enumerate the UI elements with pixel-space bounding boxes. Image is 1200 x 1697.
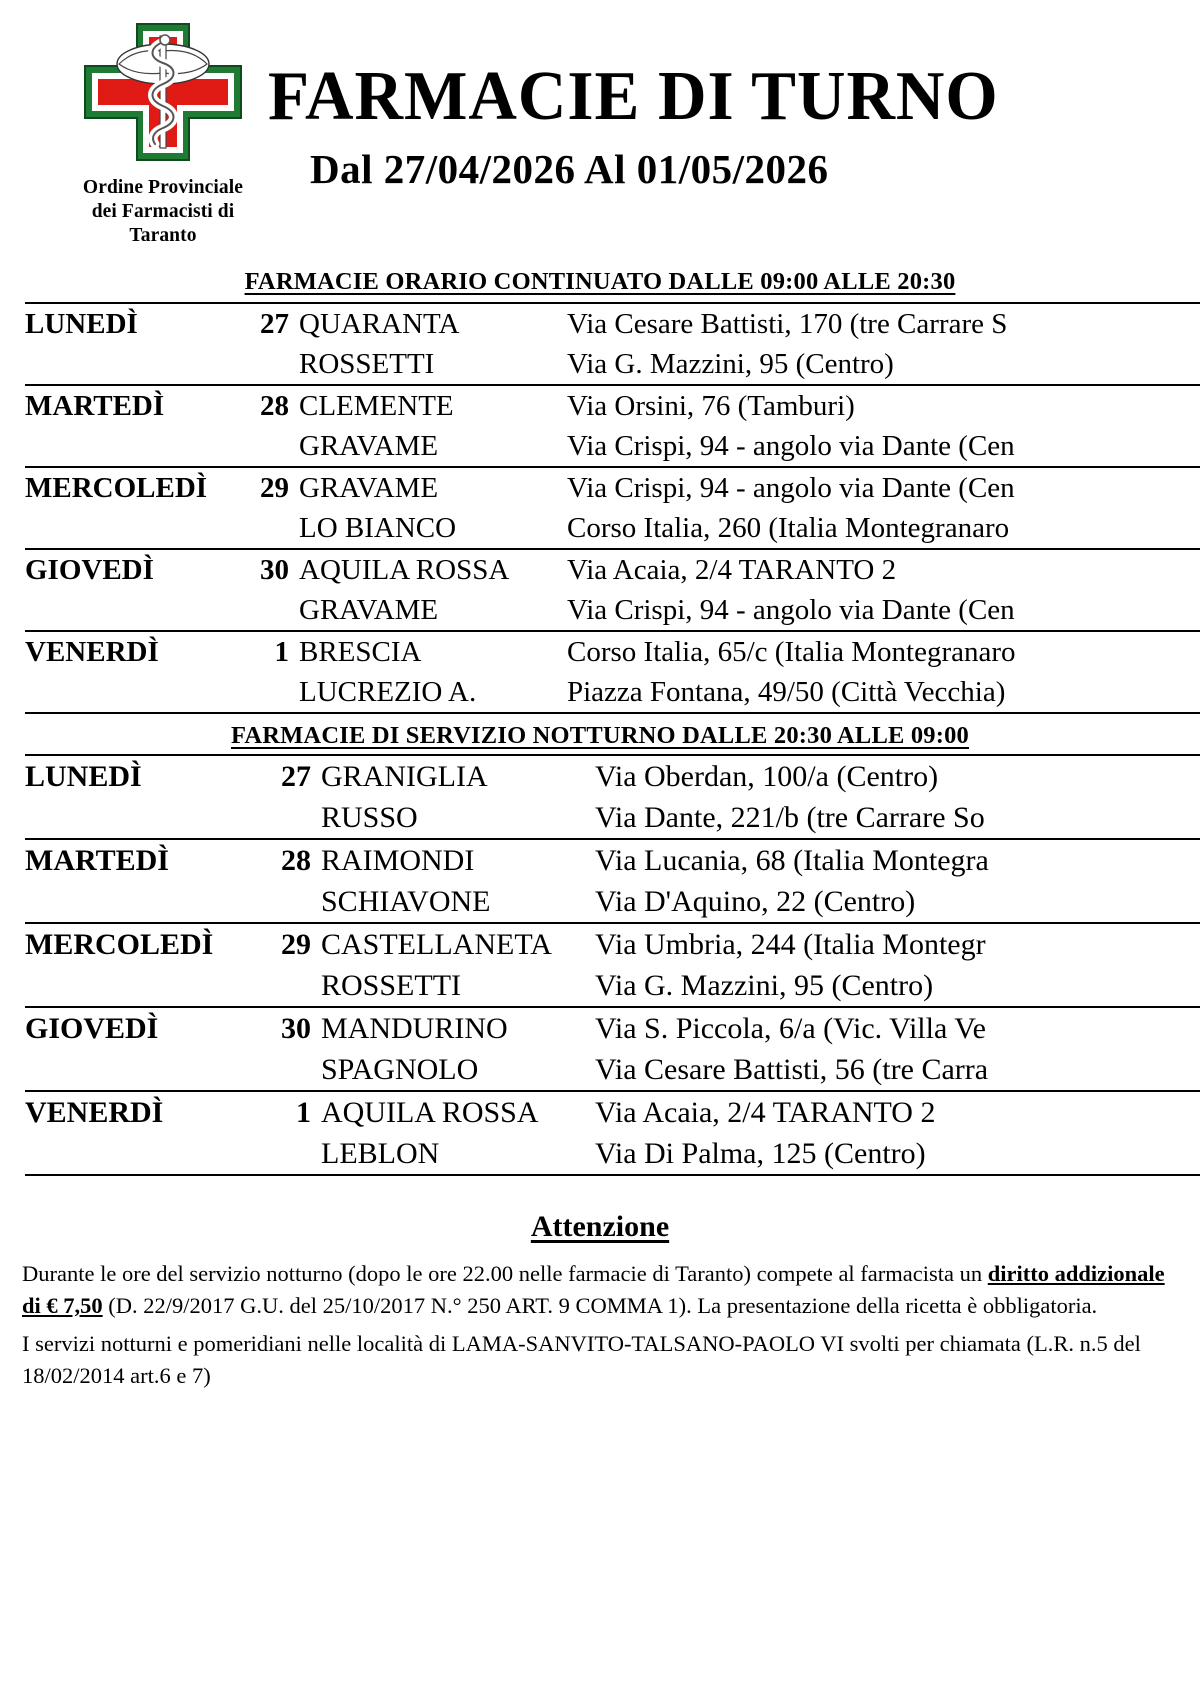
section-continuous-hours: [0, 268, 1200, 714]
day-name: MARTEDÌ: [25, 390, 165, 422]
attention-paragraph-2: I servizi notturni e pomeridiani nelle località di LAMA-SANVITO-TALSANO-PAOLO VI svolti per chiamata (L.R. n.5 del 18/02/2014 art.6 e 7): [22, 1330, 1141, 1388]
day-number: 28: [260, 390, 289, 422]
table-row: [25, 1007, 1200, 1091]
table-row: [25, 631, 1200, 713]
org-line-1: Ordine Provinciale: [82, 177, 244, 198]
org-line-2: dei Farmacisti di: [91, 201, 235, 223]
org-line-3: Taranto: [129, 225, 197, 247]
table-row: [25, 303, 1200, 385]
section-title-night: FARMACIE DI SERVIZIO NOTTURNO DALLE 20:30 ALLE 09:00: [230, 722, 970, 749]
pharmacy-address: Via G. Mazzini, 95 (Centro): [567, 348, 894, 380]
table-row: [25, 839, 1200, 923]
pharmacy-address: Via Orsini, 76 (Tamburi): [567, 390, 855, 422]
day-name: MARTEDÌ: [25, 844, 169, 877]
day-roster-table: [25, 302, 1200, 714]
date-range: Dal 27/04/2026 Al 01/05/2026: [310, 146, 829, 192]
pharmacy-name: LO BIANCO: [299, 512, 457, 544]
pharmacy-name: BRESCIA: [299, 636, 422, 668]
organization-logo-block: [48, 18, 278, 249]
section-night-service: [0, 722, 1200, 1176]
table-row: [25, 755, 1200, 839]
attention-footer: [0, 1210, 1200, 1392]
additional-fee-highlight: diritto addizionale di € 7,50: [22, 1261, 1165, 1318]
page-header: [0, 0, 1200, 268]
pharmacy-name: CASTELLANETA: [321, 928, 552, 961]
title-block: [268, 58, 1148, 192]
night-roster-body: [25, 755, 1200, 1175]
pharmacy-name: GRAVAME: [299, 430, 439, 462]
day-number: 27: [281, 760, 311, 793]
pharmacy-address: Via Umbria, 244 (Italia Montegr: [595, 928, 986, 961]
pharmacy-name: LUCREZIO A.: [299, 676, 477, 708]
attention-text-pre: Durante le ore del servizio notturno (dopo le ore 22.00 nelle farmacie di Taranto) compete al farmacista un: [22, 1261, 988, 1286]
pharmacy-name: SPAGNOLO: [321, 1053, 479, 1086]
table-row: [25, 467, 1200, 549]
day-name: VENERDÌ: [25, 1096, 164, 1129]
day-roster-table-wrapper: [0, 302, 1200, 714]
pharmacy-name: GRAVAME: [299, 472, 439, 504]
day-name: LUNEDÌ: [25, 308, 138, 340]
pharmacy-address: Via Acaia, 2/4 TARANTO 2: [595, 1096, 936, 1129]
pharmacy-name: MANDURINO: [321, 1012, 508, 1045]
pharmacy-address: Via Dante, 221/b (tre Carrare So: [595, 801, 985, 834]
night-roster-table: [25, 754, 1200, 1176]
day-number: 29: [281, 928, 311, 961]
day-name: LUNEDÌ: [25, 760, 142, 793]
pharmacy-address: Piazza Fontana, 49/50 (Città Vecchia): [567, 676, 1006, 708]
pharmacy-address: Via Crispi, 94 - angolo via Dante (Cen: [567, 594, 1015, 626]
pharmacy-name: CLEMENTE: [299, 390, 454, 422]
day-roster-body: [25, 303, 1200, 713]
attention-title: Attenzione: [530, 1210, 670, 1243]
pharmacy-name: LEBLON: [321, 1137, 440, 1170]
table-row: [25, 1091, 1200, 1175]
day-number: 29: [260, 472, 289, 504]
day-name: MERCOLEDÌ: [25, 928, 214, 961]
table-row: [25, 385, 1200, 467]
day-number: 1: [274, 636, 289, 668]
attention-text-post: (D. 22/9/2017 G.U. del 25/10/2017 N.° 250 ART. 9 COMMA 1). La presentazione della ricetta è obbligatoria.: [102, 1292, 1098, 1318]
day-name: MERCOLEDÌ: [25, 472, 208, 504]
attention-paragraph-1: [22, 1258, 1178, 1322]
pharmacy-name: RAIMONDI: [321, 844, 475, 877]
table-row: [25, 549, 1200, 631]
table-row: [25, 923, 1200, 1007]
day-name: GIOVEDÌ: [25, 1012, 159, 1045]
section-title-day: FARMACIE ORARIO CONTINUATO DALLE 09:00 ALLE 20:30: [244, 268, 956, 295]
pharmacy-name: GRANIGLIA: [321, 760, 488, 793]
pharmacy-cross-caduceus-icon: [48, 18, 278, 168]
pharmacy-name: QUARANTA: [299, 308, 460, 340]
day-name: GIOVEDÌ: [25, 554, 154, 586]
pharmacy-name: AQUILA ROSSA: [299, 554, 510, 586]
pharmacy-address: Via G. Mazzini, 95 (Centro): [595, 969, 934, 1002]
pharmacy-address: Via Oberdan, 100/a (Centro): [595, 760, 939, 793]
day-number: 30: [260, 554, 289, 586]
pharmacy-address: Via S. Piccola, 6/a (Vic. Villa Ve: [595, 1012, 986, 1045]
pharmacy-address: Via D'Aquino, 22 (Centro): [595, 885, 916, 918]
pharmacy-address: Via Crispi, 94 - angolo via Dante (Cen: [567, 430, 1015, 462]
organization-name: [48, 176, 278, 249]
day-name: VENERDÌ: [25, 636, 159, 668]
pharmacy-address: Via Acaia, 2/4 TARANTO 2: [567, 554, 897, 586]
pharmacy-address: Via Cesare Battisti, 170 (tre Carrare S: [567, 308, 1008, 340]
day-number: 1: [296, 1096, 311, 1129]
pharmacy-address: Corso Italia, 65/c (Italia Montegranaro: [567, 636, 1016, 668]
pharmacy-address: Corso Italia, 260 (Italia Montegranaro: [567, 512, 1010, 544]
pharmacy-name: SCHIAVONE: [321, 885, 491, 918]
page-title: FARMACIE DI TURNO: [268, 58, 999, 135]
day-number: 27: [260, 308, 289, 340]
pharmacy-address: Via Di Palma, 125 (Centro): [595, 1137, 926, 1170]
pharmacy-address: Via Lucania, 68 (Italia Montegra: [595, 844, 989, 877]
pharmacy-name: ROSSETTI: [321, 969, 462, 1002]
pharmacy-name: RUSSO: [321, 801, 418, 834]
night-roster-table-wrapper: [0, 754, 1200, 1176]
pharmacy-name: AQUILA ROSSA: [321, 1096, 539, 1129]
pharmacy-address: Via Cesare Battisti, 56 (tre Carra: [595, 1053, 989, 1086]
day-number: 28: [281, 844, 311, 877]
day-number: 30: [281, 1012, 311, 1045]
pharmacy-name: ROSSETTI: [299, 348, 435, 380]
pharmacy-address: Via Crispi, 94 - angolo via Dante (Cen: [567, 472, 1015, 504]
pharmacy-name: GRAVAME: [299, 594, 439, 626]
